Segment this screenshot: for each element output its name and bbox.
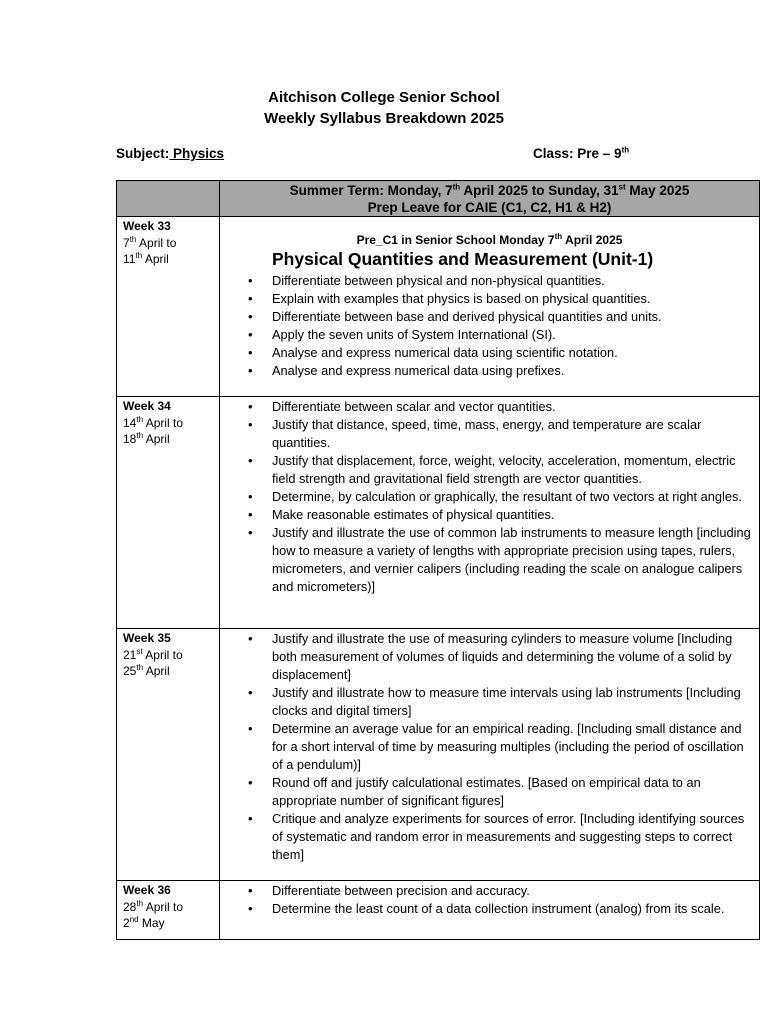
class-line <box>533 146 629 161</box>
term-heading <box>220 181 759 216</box>
objective-list <box>220 272 759 380</box>
week-from: 7th April to <box>123 234 177 250</box>
document-title: Weekly Syllabus Breakdown 2025 <box>264 110 504 127</box>
list-item: • Differentiate between base and derived physical quantities and units. <box>220 308 759 326</box>
week-name: Week 35 <box>123 631 171 645</box>
list-item: • Explain with examples that physics is based on physical quantities. <box>220 290 759 308</box>
list-item: • Justify and illustrate how to measure time intervals using lab instruments [Including clocks and digital timers] <box>220 684 759 720</box>
list-item: • Analyse and express numerical data using scientific notation. <box>220 344 759 362</box>
week-to: 25th April <box>123 663 170 678</box>
content-cell <box>220 397 760 629</box>
school-name: Aitchison College Senior School <box>268 89 500 106</box>
subject-line <box>116 146 224 161</box>
subject-value: Physics <box>169 146 225 161</box>
list-item: • Differentiate between scalar and vector quantities. <box>220 398 759 416</box>
list-item: • Differentiate between precision and accuracy. <box>220 882 759 900</box>
week-to: 11th April <box>123 251 169 266</box>
week-cell <box>117 397 220 629</box>
term-text-b: April 2025 to Sunday, 31 <box>460 183 619 198</box>
unit-title: Physical Quantities and Measurement (Unit-1) <box>272 249 654 269</box>
objective-list <box>220 882 759 918</box>
list-item: • Round off and justify calculational estimates. [Based on empirical data to an appropriate number of significant figures] <box>220 774 759 810</box>
week-row <box>117 217 760 397</box>
week-cell <box>117 881 220 940</box>
list-item: • Critique and analyze experiments for sources of error. [Including identifying sources of systematic and random error in measurements and suggesting steps to correct them] <box>220 810 759 864</box>
list-item: • Determine the least count of a data collection instrument (analog) from its scale. <box>220 900 759 918</box>
list-item: • Justify that displacement, force, weight, velocity, acceleration, momentum, electric field strength and gravitational field strength are vector quantities. <box>220 452 759 488</box>
week-name: Week 34 <box>123 399 171 413</box>
week-to: 18th April <box>123 431 170 446</box>
objective-list <box>220 630 759 864</box>
content-cell <box>220 629 760 881</box>
list-item: • Make reasonable estimates of physical quantities. <box>220 506 759 524</box>
week-from: 28th April to <box>123 898 184 914</box>
week-row <box>117 629 760 881</box>
list-item: • Justify and illustrate the use of common lab instruments to measure length [including how to measure a variety of lengths with appropriate precision using tapes, rulers, micrometers, and vernier calipers (including reading the scale on analogue calipers and micrometers)] <box>220 524 759 596</box>
subject-label: Subject: <box>116 146 170 161</box>
term-header-row <box>117 181 760 217</box>
list-item: • Justify and illustrate the use of measuring cylinders to measure volume [Including both measurement of volumes of liquids and determining the volume of a solid by displacement] <box>220 630 759 684</box>
class-label: Class: Pre – 9 <box>533 146 622 161</box>
week-to: 2nd May <box>123 915 165 930</box>
list-item: • Differentiate between physical and non-physical quantities. <box>220 272 759 290</box>
term-sup-2: st <box>618 182 626 192</box>
week-from: 14th April to <box>123 414 184 430</box>
list-item: • Justify that distance, speed, time, mass, energy, and temperature are scalar quantities. <box>220 416 759 452</box>
term-text-a: Summer Term: Monday, 7 <box>289 183 453 198</box>
class-sup: th <box>621 145 630 155</box>
week-name: Week 36 <box>123 883 171 897</box>
term-header-cell <box>220 181 760 217</box>
week-row <box>117 881 760 940</box>
week-cell <box>117 217 220 397</box>
header-week-cell <box>117 181 220 217</box>
term-sup-1: th <box>452 182 461 192</box>
week-from: 21st April to <box>123 646 183 662</box>
list-item: • Determine, by calculation or graphically, the resultant of two vectors at right angles. <box>220 488 759 506</box>
content-cell <box>220 217 760 397</box>
week-name: Week 33 <box>123 219 171 233</box>
pre-exam-note: Pre_C1 in Senior School Monday 7th April 2025 <box>356 232 623 247</box>
term-text-c: May 2025 <box>625 183 690 198</box>
list-item: • Apply the seven units of System International (SI). <box>220 326 759 344</box>
syllabus-table <box>116 180 760 940</box>
list-item: • Analyse and express numerical data using prefixes. <box>220 362 759 380</box>
prep-leave-text: Prep Leave for CAIE (C1, C2, H1 & H2) <box>367 200 612 215</box>
week-row <box>117 397 760 629</box>
week-cell <box>117 629 220 881</box>
objective-list <box>220 398 759 596</box>
list-item: • Determine an average value for an empirical reading. [Including small distance and for a short interval of time by measuring multiples (including the period of oscillation of a pendulum)] <box>220 720 759 774</box>
content-cell <box>220 881 760 940</box>
